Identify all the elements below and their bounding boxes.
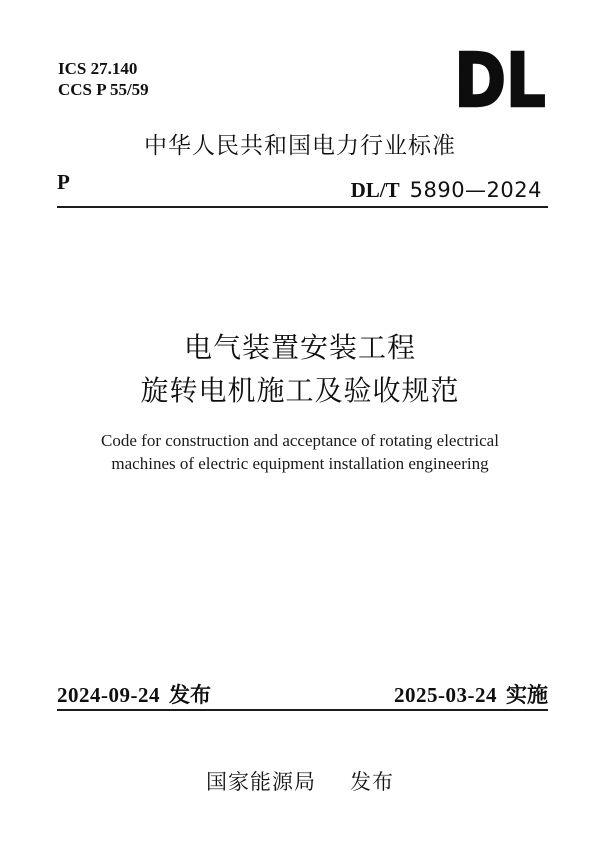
standard-number [351,178,542,203]
header-divider-line [57,206,548,208]
standard-number-value: 5890—2024 [409,178,542,202]
implement-label: 实施 [506,683,548,707]
title-chinese-line1: 电气装置安装工程 [183,331,416,364]
issue-date: 2024-09-24 [57,683,160,707]
implement-date-group [394,679,548,709]
doc-class-letter: P [57,170,70,194]
title-english [0,429,600,475]
standard-category-title: 中华人民共和国电力行业标准 [144,133,456,159]
publisher-name: 国家能源局 [206,770,316,794]
title-chinese [0,326,600,412]
ccs-code: CCS P 55/59 [58,80,149,99]
publisher-action: 发布 [350,770,394,794]
title-english-line2: machines of electric equipment installation engineering [111,454,489,473]
footer-divider-line [57,709,548,711]
ics-code: ICS 27.140 [58,59,138,78]
title-english-line1: Code for construction and acceptance of rotating electrical [101,431,499,450]
title-chinese-line2: 旋转电机施工及验收规范 [140,374,460,407]
issue-date-group [57,679,211,709]
standard-number-prefix: DL/T [350,178,400,202]
dates-row [57,679,548,709]
classification-codes [58,58,149,100]
implement-date: 2025-03-24 [394,683,497,707]
issue-label: 发布 [169,683,211,707]
publisher-row [0,766,600,796]
dl-logo: DL [454,38,546,124]
